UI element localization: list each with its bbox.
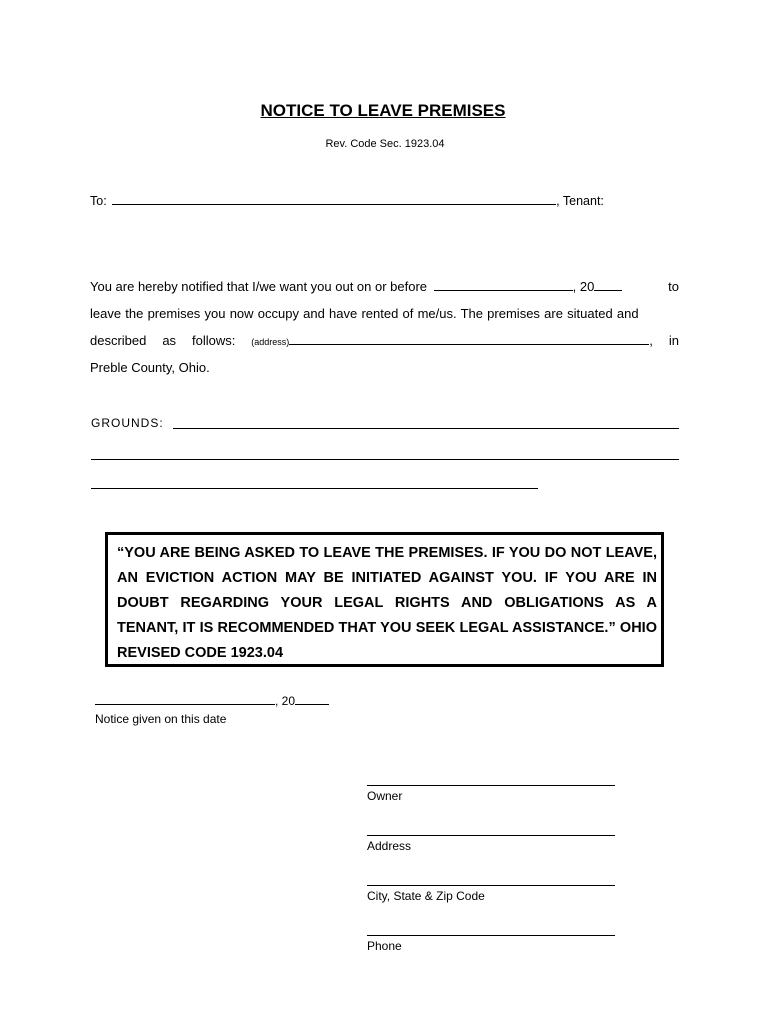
body-text: as [162, 333, 177, 348]
body-text: in [668, 333, 679, 348]
revised-code-reference: Rev. Code Sec. 1923.04 [325, 138, 445, 150]
body-line-1 [90, 279, 679, 294]
notice-date-label: Notice given on this date [95, 712, 227, 726]
body-text: described [90, 333, 147, 348]
eviction-warning-text: “YOU ARE BEING ASKED TO LEAVE THE PREMISES. IF YOU DO NOT LEAVE, AN EVICTION ACTION MAY BE INITIATED AGAINST YOU. IF YOU ARE IN DOUBT REGARDING YOUR LEGAL RIGHTS AND OBLIGATIONS AS A TENANT, IT IS RECOMMENDED THAT YOU SEEK LEGAL ASSISTANCE.” OHIO REVISED CODE 1923.04 [117, 545, 657, 661]
grounds-field-line-1[interactable] [173, 428, 679, 429]
owner-address-field[interactable] [367, 835, 615, 836]
notice-date-field[interactable] [95, 694, 275, 705]
tenant-line [90, 193, 604, 208]
city-state-zip-label: City, State & Zip Code [367, 889, 485, 903]
notice-date-line [95, 694, 329, 708]
body-text: to [668, 279, 679, 294]
owner-label: Owner [367, 789, 403, 803]
body-text: You are hereby notified that I/we want you out on or before [90, 279, 428, 294]
address-label: Address [367, 839, 412, 853]
eviction-warning-box [105, 532, 664, 667]
city-state-zip-field[interactable] [367, 885, 615, 886]
grounds-field-line-3[interactable] [91, 488, 538, 489]
owner-signature-field[interactable] [367, 785, 615, 786]
notice-year-prefix: , 20 [275, 694, 296, 708]
tenant-suffix: , Tenant: [556, 194, 604, 208]
vacate-date-field[interactable] [434, 279, 573, 291]
phone-label: Phone [367, 939, 402, 953]
premises-address-field[interactable] [289, 333, 649, 345]
to-label: To: [90, 194, 107, 208]
year-prefix: , 20 [572, 279, 595, 294]
body-line-3 [90, 333, 679, 348]
notice-year-field[interactable] [295, 694, 329, 705]
body-line-2: leave the premises you now occupy and have rented of me/us. The premises are situated and [90, 306, 639, 321]
phone-field[interactable] [367, 935, 615, 936]
tenant-name-field[interactable] [112, 193, 556, 205]
grounds-label: GROUNDS: [91, 416, 164, 430]
address-hint: (address) [251, 337, 290, 347]
document-title: NOTICE TO LEAVE PREMISES [260, 101, 506, 120]
body-text: , [649, 333, 653, 348]
body-line-4: Preble County, Ohio. [90, 360, 210, 375]
body-text: follows: [191, 333, 236, 348]
grounds-field-line-2[interactable] [91, 459, 679, 460]
vacate-year-field[interactable] [594, 279, 622, 291]
